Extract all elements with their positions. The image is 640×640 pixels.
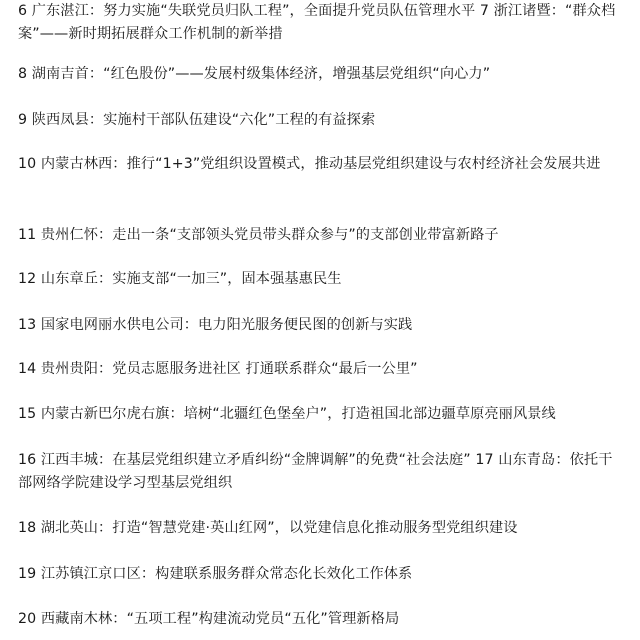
list-item-14: 14 贵州贵阳：党员志愿服务进社区 打通联系群众“最后一公里” [18, 361, 418, 377]
list-item-20: 20 西藏南木林：“五项工程”构建流动党员“五化”管理新格局 [18, 611, 400, 627]
list-item-19: 19 江苏镇江京口区：构建联系服务群众常态化长效化工作体系 [18, 566, 413, 582]
list-item-11: 11 贵州仁怀：走出一条“支部领头党员带头群众参与”的支部创业带富新路子 [18, 227, 499, 243]
list-item-9: 9 陕西凤县：实施村干部队伍建设“六化”工程的有益探索 [18, 112, 376, 128]
list-item-15: 15 内蒙古新巴尔虎右旗：培树“北疆红色堡垒户”，打造祖国北部边疆草原亮丽风景线 [18, 406, 556, 422]
list-item-12: 12 山东章丘：实施支部“一加三”，固本强基惠民生 [18, 271, 342, 287]
list-item-16-17: 16 江西丰城：在基层党组织建立矛盾纠纷“金牌调解”的免费“社会法庭” 17 山东青岛：依托干部网络学院建设学习型基层党组织 [18, 452, 613, 491]
list-item-10: 10 内蒙古林西：推行“1+3”党组织设置模式，推动基层党组织建设与农村经济社会发展共进 [18, 156, 601, 172]
list-item-18: 18 湖北英山：打造“智慧党建·英山红网”，以党建信息化推动服务型党组织建设 [18, 520, 518, 536]
list-item-8: 8 湖南吉首：“红色股份”——发展村级集体经济，增强基层党组织“向心力” [18, 66, 491, 82]
list-item-13: 13 国家电网丽水供电公司：电力阳光服务便民图的创新与实践 [18, 317, 413, 333]
list-item-6-7: 6 广东湛江：努力实施“失联党员归队工程”，全面提升党员队伍管理水平 7 浙江诸暨：“群众档案”——新时期拓展群众工作机制的新举措 [18, 3, 616, 42]
